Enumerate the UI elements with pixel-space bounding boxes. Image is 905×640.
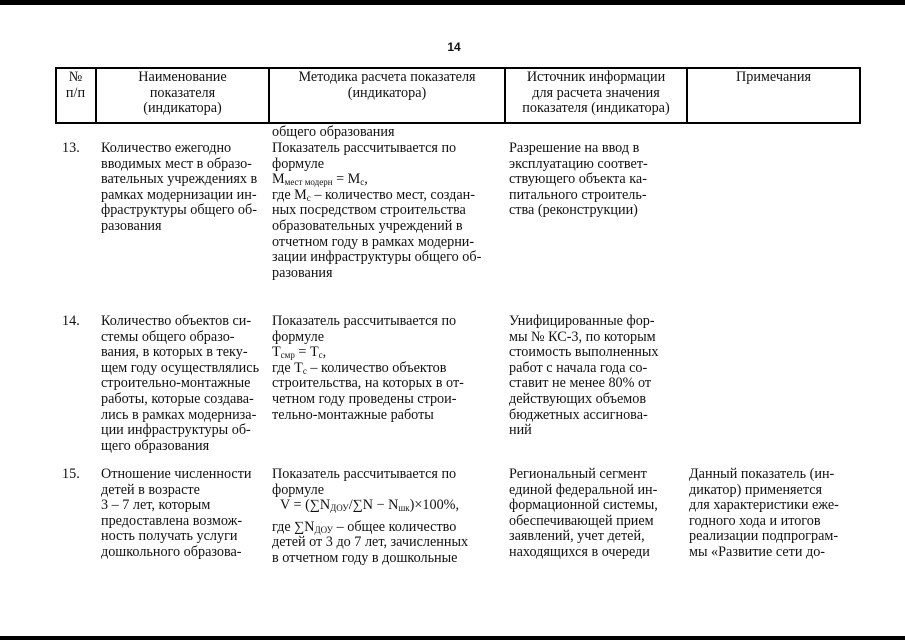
row-15-source: Региональный сегмент единой федеральной ин- формационной системы, обеспечивающей прием заявлений, учет детей, находящихся в очереди — [509, 466, 658, 560]
row-15-notes: Данный показатель (ин- дикатор) применяется для характеристики еже- годного хода и итогов реализации подпрограм- мы «Развитие сети до- — [689, 466, 839, 560]
header-method: Методика расчета показателя (индикатора) — [298, 69, 476, 101]
header-name: Наименование показателя (индикатора) — [138, 69, 227, 117]
row-15-method: Показатель рассчитывается по формуле $V = (\sum N_{ДОУ}/\sum N - N_{шк})\times 100\%$, где $\sum N_{ДОУ}$ – общее количество детей от 3 до 7 лет, зачисленных в отчетном году в дошкольные — [272, 467, 500, 567]
bottom-border — [0, 636, 905, 640]
col-line-5 — [859, 67, 861, 124]
row-14-source: Унифицированные фор- мы № КС-3, по которым стоимость выполненных работ с начала года со- ставит не менее 80% от действующих объемов бюджетных ассигнова- ний — [509, 313, 659, 439]
row-15-number: 15. — [62, 466, 80, 482]
header-number: № п/п — [65, 69, 86, 101]
header-bottom-line — [55, 122, 860, 124]
page-number: 14 — [447, 40, 461, 54]
top-border — [0, 0, 905, 5]
row-13-method: Показатель рассчитывается по формуле $М_{мест модерн} = М_с$, где $М_с$ – количество мест, создан- ных посредством строительства образовательных учреждений в отчетном году в рамках модерни- зации инфраструктуры общего об- разования — [272, 141, 500, 281]
row-14-method: Показатель рассчитывается по формуле $Т_{смр} = Т_с$, где $Т_с$ – количество объектов строительства, на которых в от- четном году проведены строи- тельно-монтажные работы — [272, 314, 500, 423]
header-notes: Примечания — [736, 69, 811, 85]
row-14-number: 14. — [62, 313, 80, 329]
row-13-number: 13. — [62, 140, 80, 156]
row-14-formula: $Т_{смр} = Т_с$, — [272, 344, 327, 361]
row-13-source: Разрешение на ввод в эксплуатацию соответ- ствующего объекта ка- питального строитель- ства (реконструкции) — [509, 140, 648, 219]
row-15-name: Отношение численности детей в возрасте 3 – 7 лет, которым предоставлена возмож- ность получать услуги дошкольного образова- — [101, 466, 252, 560]
row-15-formula: $V = (\sum N_{ДОУ}/\sum N - N_{шк})\times 100\%$, — [280, 497, 460, 514]
header-source: Источник информации для расчета значения показателя (индикатора) — [522, 69, 670, 117]
carryover-text: общего образования — [272, 124, 395, 140]
row-14-name: Количество объектов си- стемы общего образо- вания, в которых в теку- щем году осуществлялись строительно-монтажные работы, которые создава- лись в рамках модерниза- ции инфраструктуры об- щего образования — [101, 313, 260, 454]
row-13-name: Количество ежегодно вводимых мест в образо- вательных учреждениях в рамках модернизации ин- фраструктуры общего об- разования — [101, 140, 258, 234]
row-13-formula: $М_{мест модерн} = М_с$, — [272, 171, 368, 188]
